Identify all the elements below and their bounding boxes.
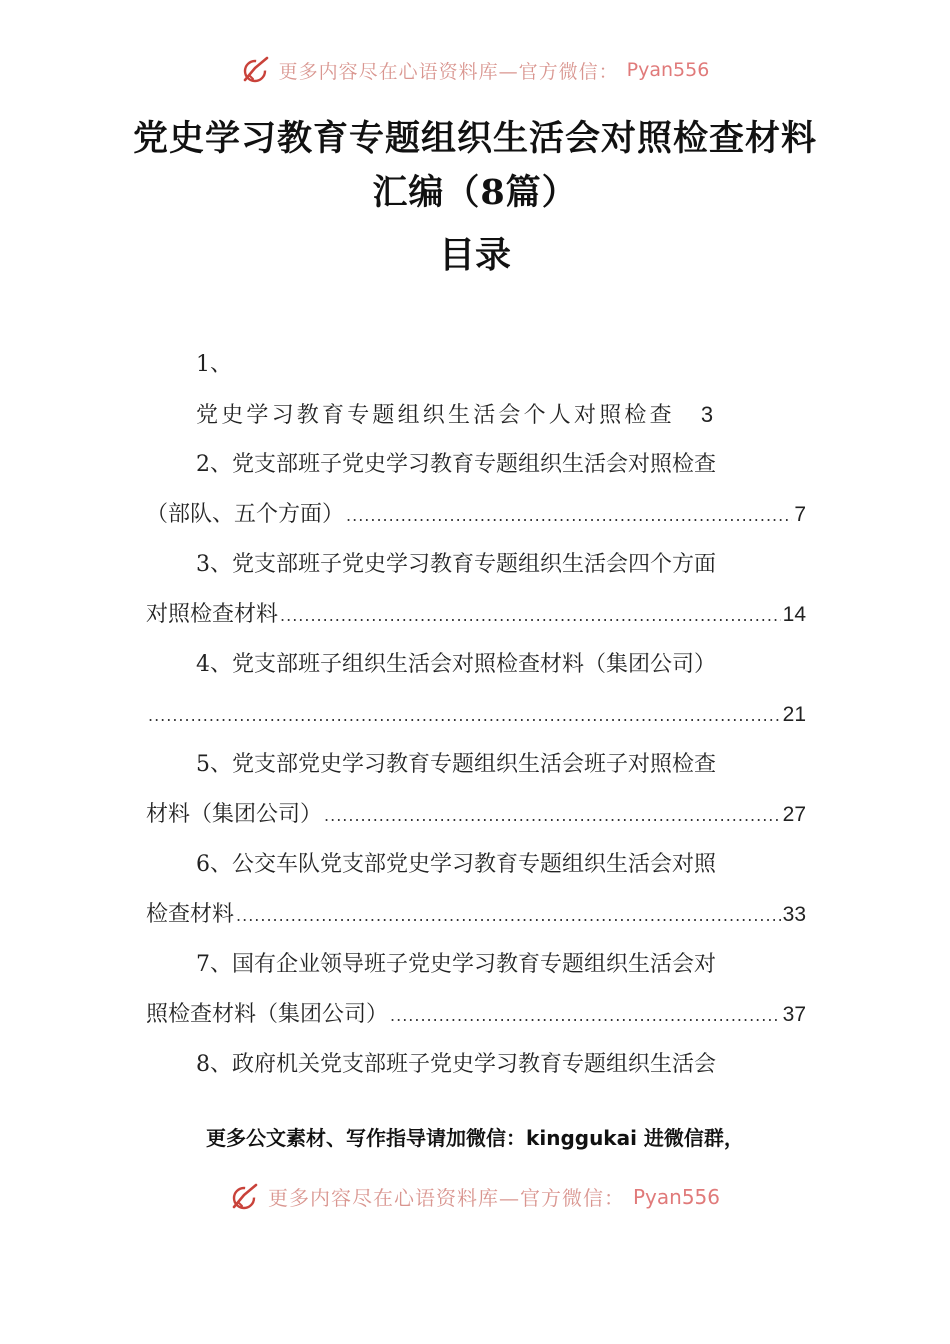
toc-item-6-continuation[interactable]: [146, 890, 806, 940]
document-title: 党史学习教育专题组织生活会对照检查材料汇编（8篇）: [132, 118, 817, 213]
toc-item-7-continuation[interactable]: [146, 990, 806, 1040]
watermark-wechat-id: Pyan556: [632, 1184, 720, 1209]
toc-item-title: 4、党支部班子组织生活会对照检查材料（集团公司）: [196, 652, 716, 677]
toc-item-title: 7、国有企业领导班子党史学习教育专题组织生活会对: [196, 952, 716, 977]
toc-item-page: 3: [700, 402, 717, 427]
toc-item-number: 1、: [196, 352, 232, 377]
toc-item-page: 37: [782, 1003, 806, 1026]
toc-item-title: 2、党支部班子党史学习教育专题组织生活会对照检查: [196, 452, 716, 477]
toc-item-3-continuation[interactable]: [146, 590, 806, 640]
dot-leader: [280, 591, 781, 641]
toc-item-title-cont: 对照检查材料: [146, 602, 279, 627]
table-of-contents: [146, 340, 806, 1090]
dot-leader: [148, 691, 781, 741]
toc-item-title-cont: 材料（集团公司）: [146, 802, 323, 827]
toc-item-4-continuation[interactable]: [146, 690, 806, 740]
watermark-text: 更多内容尽在心语资料库—官方微信：: [278, 60, 619, 83]
footer-note: 更多公文素材、写作指导请加微信：kinggukai 进微信群，: [206, 1126, 744, 1150]
toc-item-page: 21: [782, 703, 806, 726]
toc-item-page: 7: [794, 503, 806, 526]
footer-watermark: [0, 1182, 950, 1211]
toc-item-title: 5、党支部党史学习教育专题组织生活会班子对照检查: [196, 752, 716, 777]
toc-item-title: 3、党支部班子党史学习教育专题组织生活会四个方面: [196, 552, 716, 577]
header-watermark: [0, 56, 950, 84]
toc-item-title: 8、政府机关党支部班子党史学习教育专题组织生活会: [196, 1052, 716, 1077]
dot-leader: [324, 791, 781, 841]
toc-item-title-cont: （部队、五个方面）: [146, 502, 345, 527]
toc-item-1-number[interactable]: [146, 340, 806, 390]
toc-item-2-continuation[interactable]: [146, 490, 806, 540]
toc-item-title: 6、公交车队党支部党史学习教育专题组织生活会对照: [196, 852, 716, 877]
toc-item-4[interactable]: [146, 640, 806, 690]
toc-item-6[interactable]: [146, 840, 806, 890]
brush-logo-icon: [230, 1183, 260, 1211]
toc-item-3[interactable]: [146, 540, 806, 590]
dot-leader: [236, 891, 781, 941]
toc-item-7[interactable]: [146, 940, 806, 990]
watermark-wechat-id: Pyan556: [626, 59, 710, 81]
toc-item-5-continuation[interactable]: [146, 790, 806, 840]
toc-item-title: 党史学习教育专题组织生活会个人对照检查: [196, 403, 675, 428]
toc-item-1[interactable]: [146, 390, 806, 440]
toc-item-title-cont: 照检查材料（集团公司）: [146, 1002, 389, 1027]
toc-item-title-cont: 检查材料: [146, 902, 235, 927]
toc-item-page: 14: [782, 603, 806, 626]
dot-leader: [346, 491, 792, 541]
toc-item-page: 33: [782, 903, 806, 926]
toc-item-page: 27: [782, 803, 806, 826]
watermark-text: 更多内容尽在心语资料库—官方微信：: [267, 1186, 625, 1210]
brush-logo-icon: [241, 56, 271, 84]
toc-item-8[interactable]: [146, 1040, 806, 1090]
dot-leader: [390, 991, 781, 1041]
toc-heading: 目录: [438, 234, 511, 276]
toc-item-2[interactable]: [146, 440, 806, 490]
toc-item-5[interactable]: [146, 740, 806, 790]
